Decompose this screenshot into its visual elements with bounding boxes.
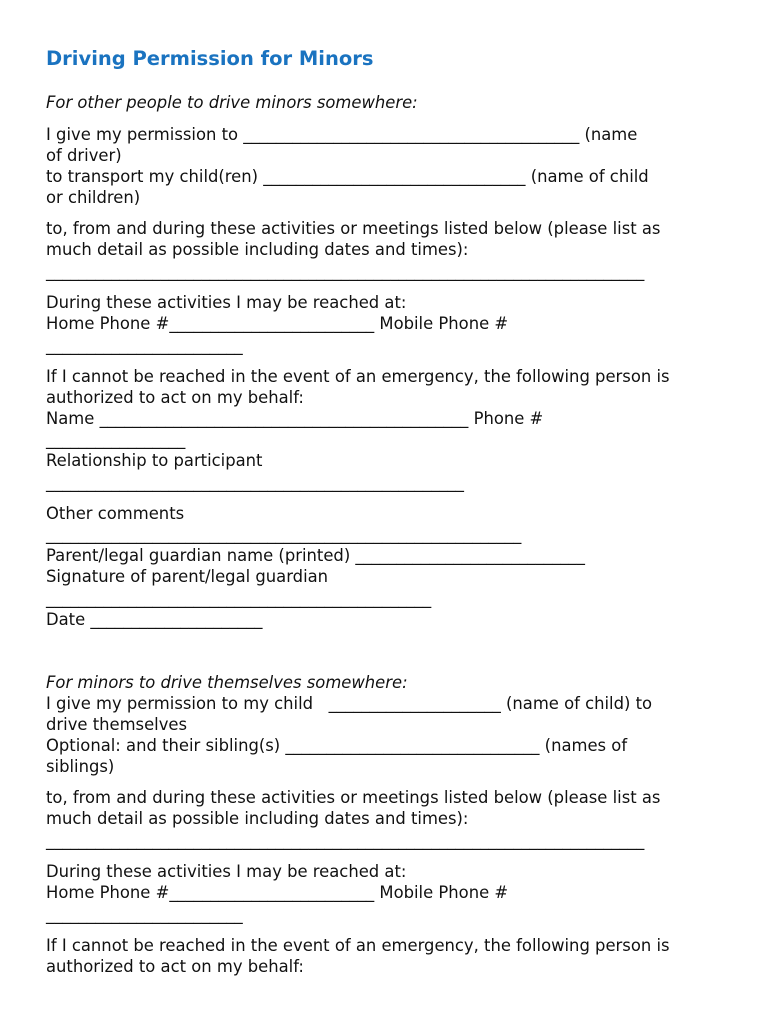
form-line: to transport my child(ren) ________________________________ (name of child [46,167,649,186]
form-blank-line: ________________________ [46,336,243,355]
form-blank-line: _________________________________________________________________________ [46,262,645,281]
form-blank-line: ___________________________________________________ [46,473,464,492]
form-line: drive themselves [46,715,188,734]
form-line: If I cannot be reached in the event of an emergency, the following person is [46,936,670,955]
section-heading-minors-drive: For minors to drive themselves somewhere: [46,673,408,692]
form-line: siblings) [46,757,115,776]
form-line: much detail as possible including dates and times): [46,809,469,828]
form-blank-line: ________________________ [46,905,243,924]
section-heading-others-drive: For other people to drive minors somewhere: [46,93,418,112]
form-line: or children) [46,188,141,207]
form-line: Other comments [46,504,185,523]
form-line: of driver) [46,146,122,165]
form-line: If I cannot be reached in the event of an emergency, the following person is [46,367,670,386]
form-line: Relationship to participant [46,451,263,470]
form-line: Optional: and their sibling(s) _______________________________ (names of [46,736,628,755]
form-line: Home Phone #_________________________ Mobile Phone # [46,883,509,902]
form-line: to, from and during these activities or meetings listed below (please list as [46,788,661,807]
form-line: During these activities I may be reached at: [46,862,407,881]
form-line: Name _____________________________________________ Phone # [46,409,544,428]
form-line: Signature of parent/legal guardian [46,567,329,586]
form-line: authorized to act on my behalf: [46,957,304,976]
form-blank-line: _________________ [46,430,186,449]
form-line: I give my permission to my child _____________________ (name of child) to [46,694,653,713]
form-blank-line: _______________________________________________ [46,589,432,608]
form-line: Parent/legal guardian name (printed) ____________________________ [46,546,585,565]
document-title: Driving Permission for Minors [46,47,374,70]
form-line: During these activities I may be reached at: [46,293,407,312]
form-line: I give my permission to _________________________________________ (name [46,125,638,144]
form-blank-line: _________________________________________________________________________ [46,831,645,850]
form-line: Date _____________________ [46,610,263,629]
form-line: authorized to act on my behalf: [46,388,304,407]
form-line: Home Phone #_________________________ Mobile Phone # [46,314,509,333]
form-line: to, from and during these activities or meetings listed below (please list as [46,219,661,238]
form-line: much detail as possible including dates and times): [46,240,469,259]
form-blank-line: __________________________________________________________ [46,525,522,544]
